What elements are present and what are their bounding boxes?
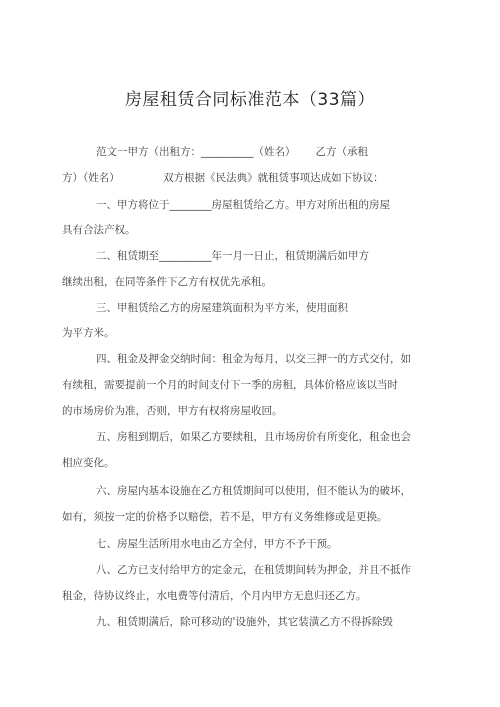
paragraph-line: 一、甲方将位于________房屋租赁给乙方。甲方对所出租的房屋 (96, 199, 390, 211)
paragraph-line: 相应变化。 (62, 457, 115, 469)
paragraph-line: 九、租赁期满后，除可移动的'设施外，其它装潢乙方不得拆除毁 (96, 616, 393, 628)
paragraph-line: 范文一甲方（出租方：__________（姓名） 乙方（承租 (96, 146, 369, 158)
paragraph-line: 五、房租到期后，如果乙方要续租，且市场房价有所变化，租金也会 (96, 431, 411, 443)
paragraph-line: 继续出租，在同等条件下乙方有权优先承租。 (62, 276, 272, 288)
paragraph-line: 具有合法产权。 (62, 224, 136, 236)
document-title: 房屋租赁合同标准范本（33篇） (124, 90, 376, 110)
paragraph-line: 的市场房价为准，否则，甲方有权将房屋收回。 (62, 405, 283, 417)
paragraph-line: 二、租赁期至__________年一月一日止，租赁期满后如甲方 (96, 250, 369, 262)
paragraph-line: 三、甲租赁给乙方的房屋建筑面积为平方米，使用面积 (96, 302, 348, 314)
paragraph-line: 八、乙方已支付给甲方的定金元，在租赁期间转为押金，并且不抵作 (96, 564, 411, 576)
paragraph-line: 有续租，需要提前一个月的时间支付下一季的房租，具体价格应该以当时 (62, 379, 398, 391)
paragraph-line: 如有，须按一定的价格予以赔偿，若不是，甲方有义务维修或是更换。 (62, 511, 388, 523)
paragraph-line: 为平方米。 (62, 327, 115, 339)
paragraph-line: 四、租金及押金交纳时间：租金为每月，以交三押一的方式交付，如 (96, 353, 411, 365)
paragraph-line: 六、房屋内基本设施在乙方租赁期间可以使用，但不能认为的破坏， (96, 485, 411, 497)
paragraph-line: 方）（姓名） 双方根据《民法典》就租赁事项达成如下协议： (62, 172, 384, 184)
paragraph-line: 租金，待协议终止，水电费等付清后，个月内甲方无息归还乙方。 (62, 590, 367, 602)
paragraph-line: 七、房屋生活所用水电由乙方全付，甲方不予干预。 (96, 538, 338, 550)
